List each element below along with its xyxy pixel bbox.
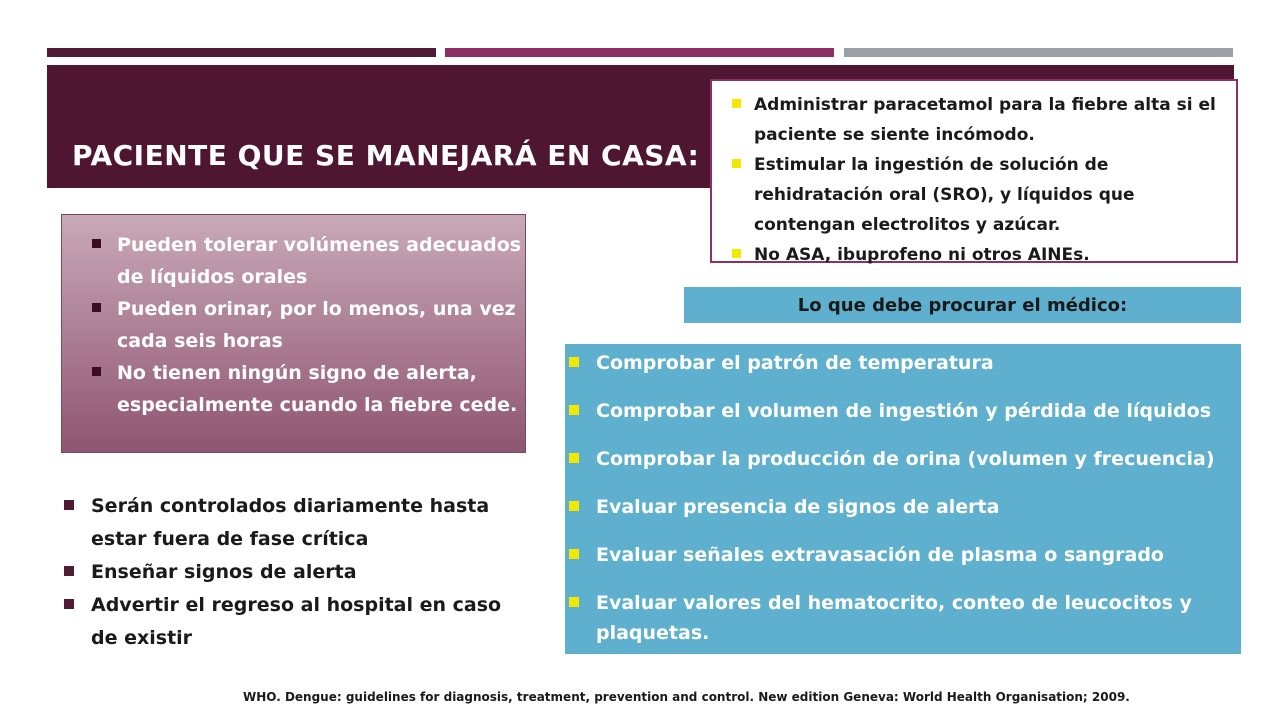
list-item-text: Evaluar valores del hematocrito, conteo de leucocitos y plaquetas. bbox=[596, 592, 1192, 644]
list-item bbox=[569, 492, 1239, 522]
accent-bar-left bbox=[47, 48, 436, 57]
square-bullet-icon bbox=[92, 367, 101, 376]
list-item bbox=[732, 150, 1232, 240]
square-bullet-icon bbox=[732, 249, 741, 258]
list-item-text: Estimular la ingestión de solución de rehidratación oral (SRO), y líquidos que contengan electrolitos y azúcar. bbox=[754, 155, 1135, 235]
accent-bar-right bbox=[844, 48, 1233, 57]
list-item-text: Comprobar el patrón de temperatura bbox=[596, 352, 994, 374]
list-item bbox=[92, 357, 532, 421]
square-bullet-icon bbox=[569, 501, 579, 511]
accent-bar-middle bbox=[445, 48, 834, 57]
patient-criteria-box bbox=[61, 214, 526, 453]
doctor-section-header: Lo que debe procurar el médico: bbox=[684, 287, 1241, 323]
list-item bbox=[569, 348, 1239, 378]
treatment-advice-box bbox=[710, 79, 1238, 263]
list-item bbox=[64, 490, 524, 556]
square-bullet-icon bbox=[569, 405, 579, 415]
square-bullet-icon bbox=[64, 599, 74, 609]
list-item bbox=[569, 444, 1239, 474]
square-bullet-icon bbox=[569, 549, 579, 559]
list-item bbox=[732, 240, 1232, 270]
list-item-text: Pueden tolerar volúmenes adecuados de líquidos orales bbox=[117, 234, 522, 288]
slide-title: PACIENTE QUE SE MANEJARÁ EN CASA: bbox=[72, 139, 700, 172]
list-item bbox=[64, 556, 524, 589]
treatment-advice-list bbox=[732, 90, 1232, 270]
square-bullet-icon bbox=[569, 597, 579, 607]
list-item bbox=[92, 229, 532, 293]
square-bullet-icon bbox=[732, 99, 741, 108]
list-item-text: Evaluar presencia de signos de alerta bbox=[596, 496, 1000, 518]
doctor-checklist bbox=[569, 348, 1239, 648]
square-bullet-icon bbox=[64, 566, 74, 576]
list-item-text: Evaluar señales extravasación de plasma o sangrado bbox=[596, 544, 1164, 566]
square-bullet-icon bbox=[569, 453, 579, 463]
list-item bbox=[569, 540, 1239, 570]
list-item-text: Pueden orinar, por lo menos, una vez cada seis horas bbox=[117, 298, 516, 352]
list-item-text: Enseñar signos de alerta bbox=[91, 561, 357, 583]
list-item-text: Serán controlados diariamente hasta estar fuera de fase crítica bbox=[91, 495, 490, 550]
follow-up-list bbox=[64, 490, 524, 655]
list-item-text: Comprobar la producción de orina (volumen y frecuencia) bbox=[596, 448, 1215, 470]
list-item-text: Comprobar el volumen de ingestión y pérdida de líquidos bbox=[596, 400, 1212, 422]
list-item bbox=[569, 588, 1239, 648]
patient-criteria-list bbox=[92, 229, 532, 421]
list-item bbox=[64, 589, 524, 655]
list-item bbox=[92, 293, 532, 357]
list-item-text: No ASA, ibuprofeno ni otros AINEs. bbox=[754, 245, 1090, 265]
square-bullet-icon bbox=[92, 303, 101, 312]
citation-footnote: WHO. Dengue: guidelines for diagnosis, treatment, prevention and control. New edition Geneva: World Health Organisation; 2009. bbox=[243, 690, 1130, 704]
doctor-checklist-box bbox=[565, 344, 1241, 654]
square-bullet-icon bbox=[732, 159, 741, 168]
list-item-text: Advertir el regreso al hospital en caso de existir bbox=[91, 594, 502, 649]
list-item-text: Administrar paracetamol para la fiebre alta si el paciente se siente incómodo. bbox=[754, 95, 1216, 145]
list-item bbox=[569, 396, 1239, 426]
list-item bbox=[732, 90, 1232, 150]
square-bullet-icon bbox=[92, 239, 101, 248]
list-item-text: No tienen ningún signo de alerta, especialmente cuando la fiebre cede. bbox=[117, 362, 518, 416]
square-bullet-icon bbox=[569, 357, 579, 367]
square-bullet-icon bbox=[64, 500, 74, 510]
